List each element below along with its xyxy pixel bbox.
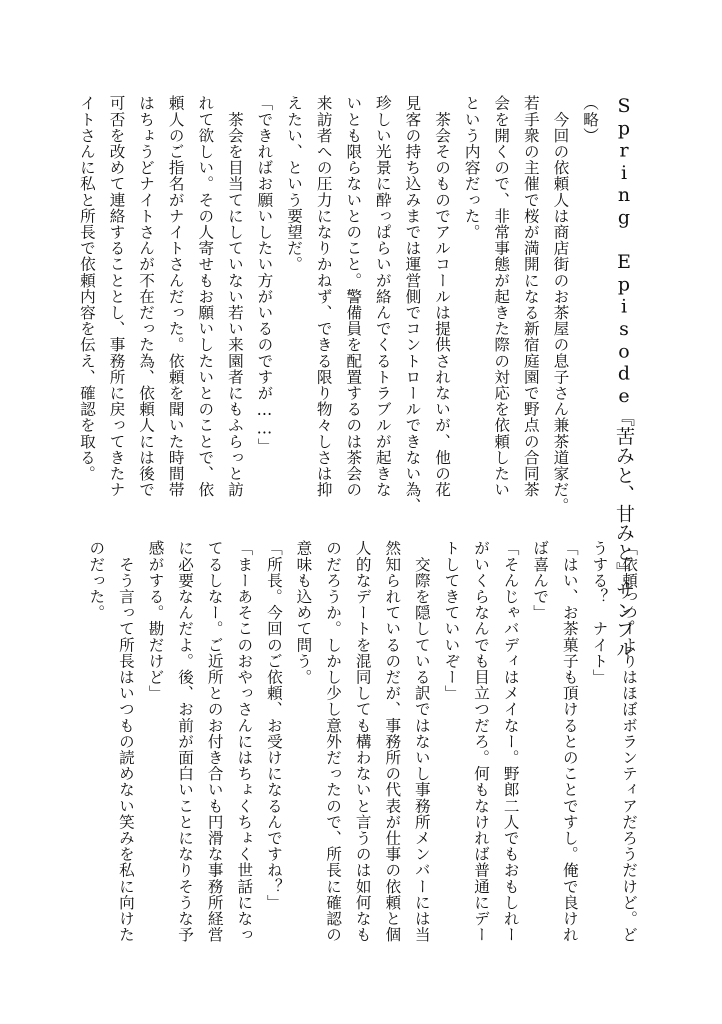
text-line: 然知られているのだが、事務所の代表が仕事の依頼と個: [383, 540, 402, 943]
text-line: ば喜んで」: [531, 540, 550, 621]
text-line: いとも限らないとのこと。警備員を配置するのは茶会の: [344, 95, 363, 498]
text-line: 見客の持ち込みまでは運営側でコントロールできない為、: [403, 95, 422, 514]
text-line: 若手衆の主催で桜が満開になる新宿庭園で野点の合同茶: [521, 95, 540, 498]
text-line: 「まーあそこのおやっさんにはちょくちょく世話になっ: [235, 540, 254, 943]
text-line: がいくらなんでも目立つだろ。何もなければ普通にデー: [472, 540, 491, 943]
text-line: イトさんに私と所長で依頼内容を伝え、確認を取る。: [77, 95, 96, 482]
text-line: 「所長。今回のご依頼、お受けになるんですね？」: [264, 540, 283, 911]
text-line: うする？ ナイト」: [590, 540, 609, 685]
text-line: 「はい、お茶菓子も頂けるとのことですし。俺で良けれ: [560, 540, 579, 943]
text-line: のだった。: [87, 540, 106, 621]
text-line: 意味も込めて問う。: [294, 540, 313, 685]
text-line: れて欲しい。その人寄せもお願いしたいとのことで、依: [196, 95, 215, 498]
text-line: 感がする。勘だけど」: [146, 540, 165, 701]
text-line: トしてきていいぞー」: [442, 540, 461, 701]
text-line: はちょうどナイトさんが不在だった為、依頼人には後で: [137, 95, 156, 498]
page-title: Spring Episode『苦みと、甘みと』サンプル: [613, 95, 635, 659]
text-line: 珍しい光景に酔っぱらいが絡んでくるトラブルが起きな: [373, 95, 392, 498]
text-line: えたい、という要望だ。: [285, 95, 304, 273]
text-line: 「そんじゃバディはメイなー。野郎二人でもおもしれー: [501, 540, 520, 943]
text-line: のだろうか。しかし少し意外だったので、所長に確認の: [324, 540, 343, 943]
text-line: 頼人のご指名がナイトさんだった。依頼を聞いた時間帯: [166, 95, 185, 498]
text-line: 来訪者への圧力になりかねず、できる限り物々しさは抑: [314, 95, 333, 498]
text-line: に必要なんだよ。後、お前が面白いことになりそうな予: [176, 540, 195, 943]
text-line: そう言って所長はいつもの読めない笑みを私に向けた: [116, 540, 135, 943]
text-line: という内容だった。: [462, 95, 481, 240]
text-line: 「できればお願いしたい方がいるのですが……」: [255, 95, 274, 454]
text-line: 茶会そのものでアルコールは提供されないが、他の花: [433, 95, 452, 498]
text-line: 「依頼っつーよりはほぼボランティアだろうだけど。ど: [620, 540, 638, 943]
text-line: （略）: [581, 95, 599, 144]
text-line: 人的なデートを混同しても構わないと言うのは如何なも: [353, 540, 372, 943]
lower-text-block: [83, 540, 643, 943]
text-line: 交際を隠している訳ではないし事務所メンバーには当: [412, 540, 431, 943]
text-line: 茶会を目当てにしていない若い来園者にもふらっと訪: [225, 95, 244, 498]
text-line: 今回の依頼人は商店街のお茶屋の息子さん兼茶道家だ。: [551, 95, 570, 514]
text-line: 可否を改めて連絡することとし、事務所に戻ってきたナ: [107, 95, 126, 498]
text-line: 会を開くので、非常事態が起きた際の対応を依頼したい: [492, 95, 511, 498]
text-line: てるしなー。ご近所とのお付き合いも円滑な事務所経営: [205, 540, 224, 943]
